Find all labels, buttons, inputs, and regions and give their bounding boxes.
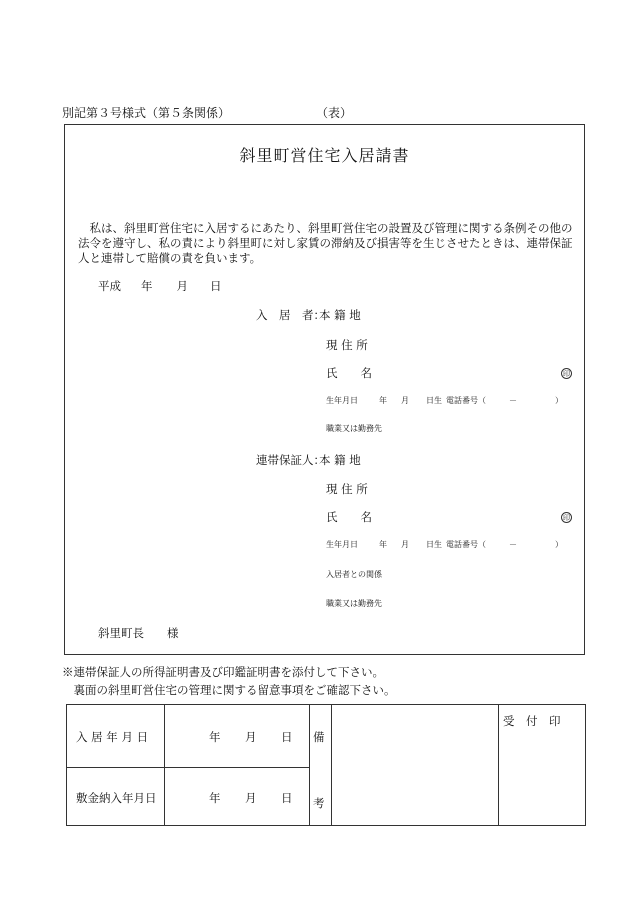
tenant-role-label: 入 居 者：	[256, 308, 325, 322]
note-attachments: ※連帯保証人の所得証明書及び印鑑証明書を添付して下さい。	[62, 665, 384, 679]
deposit-date-label: 敷金納入年月日	[76, 791, 157, 805]
tenant-name-label[interactable]: 氏 名	[326, 366, 372, 380]
tenant-birth-born: 日生	[426, 396, 442, 405]
table-divider	[498, 705, 499, 825]
tenant-phone-label[interactable]: 電話番号（	[446, 396, 486, 405]
form-number-label: 別記第３号様式（第５条関係）	[62, 106, 231, 120]
date-year-label: 年	[141, 279, 153, 293]
date-era: 平成	[98, 279, 121, 293]
side-indicator-label: （表）	[316, 106, 353, 120]
note-review: 裏面の斜里町営住宅の管理に関する留意事項をご確認下さい。	[62, 683, 396, 697]
tenant-domicile-label[interactable]: 本 籍 地	[319, 308, 361, 322]
guarantor-birth-month: 月	[401, 540, 409, 549]
deposit-month-label[interactable]: 月	[245, 791, 257, 805]
deposit-day-label[interactable]: 日	[281, 791, 293, 805]
office-use-table	[66, 704, 586, 826]
table-divider	[331, 705, 332, 825]
guarantor-name-label[interactable]: 氏 名	[326, 510, 372, 524]
tenant-birth-label: 生年月日	[326, 396, 358, 405]
date-month-label: 月	[176, 279, 188, 293]
guarantor-phone-close: ）	[555, 540, 563, 549]
tenant-phone-dash: －	[509, 396, 517, 405]
remarks-label-top: 備	[313, 730, 325, 744]
table-divider	[164, 705, 165, 825]
deposit-year-label[interactable]: 年	[209, 791, 221, 805]
guarantor-birth-born: 日生	[426, 540, 442, 549]
tenant-birth-year: 年	[379, 396, 387, 405]
pledge-form-box	[64, 124, 585, 655]
tenant-occupation-label[interactable]: 職業又は勤務先	[326, 424, 382, 433]
tenant-phone-close: ）	[555, 396, 563, 405]
table-row-divider	[67, 767, 309, 768]
tenant-birth-month: 月	[401, 396, 409, 405]
remarks-label-bottom: 考	[313, 796, 325, 810]
form-title: 斜里町営住宅入居請書	[239, 146, 410, 165]
guarantor-relation-label[interactable]: 入居者との関係	[326, 570, 382, 579]
addressee-label: 斜里町長 様	[98, 626, 179, 640]
guarantor-occupation-label[interactable]: 職業又は勤務先	[326, 599, 382, 608]
move-in-month-label[interactable]: 月	[245, 730, 257, 744]
move-in-year-label[interactable]: 年	[209, 730, 221, 744]
date-line[interactable]	[98, 278, 222, 294]
guarantor-address-label[interactable]: 現 住 所	[326, 482, 368, 496]
guarantor-role-label: 連帯保証人：	[256, 453, 325, 467]
guarantor-birth-label: 生年月日	[326, 540, 358, 549]
tenant-seal-icon: 印	[563, 370, 570, 378]
guarantor-domicile-label[interactable]: 本 籍 地	[319, 453, 361, 467]
receipt-stamp-label: 受 付 印	[503, 714, 561, 728]
move-in-day-label[interactable]: 日	[281, 730, 293, 744]
date-day-label: 日	[210, 279, 222, 293]
guarantor-birth-year: 年	[379, 540, 387, 549]
guarantor-seal-icon: 印	[563, 514, 570, 522]
guarantor-phone-label[interactable]: 電話番号（	[446, 540, 486, 549]
pledge-text: 私は、斜里町営住宅に入居するにあたり、斜里町営住宅の設置及び管理に関する条例その他の法令を遵守し、私の責により斜里町に対し家賃の滞納及び損害等を生じさせたときは、連帯保証人と連帯して賠償の責を負います。	[78, 221, 573, 265]
guarantor-phone-dash: －	[509, 540, 517, 549]
move-in-date-label: 入 居 年 月 日	[76, 730, 149, 744]
tenant-address-label[interactable]: 現 住 所	[326, 338, 368, 352]
table-divider	[309, 705, 310, 825]
